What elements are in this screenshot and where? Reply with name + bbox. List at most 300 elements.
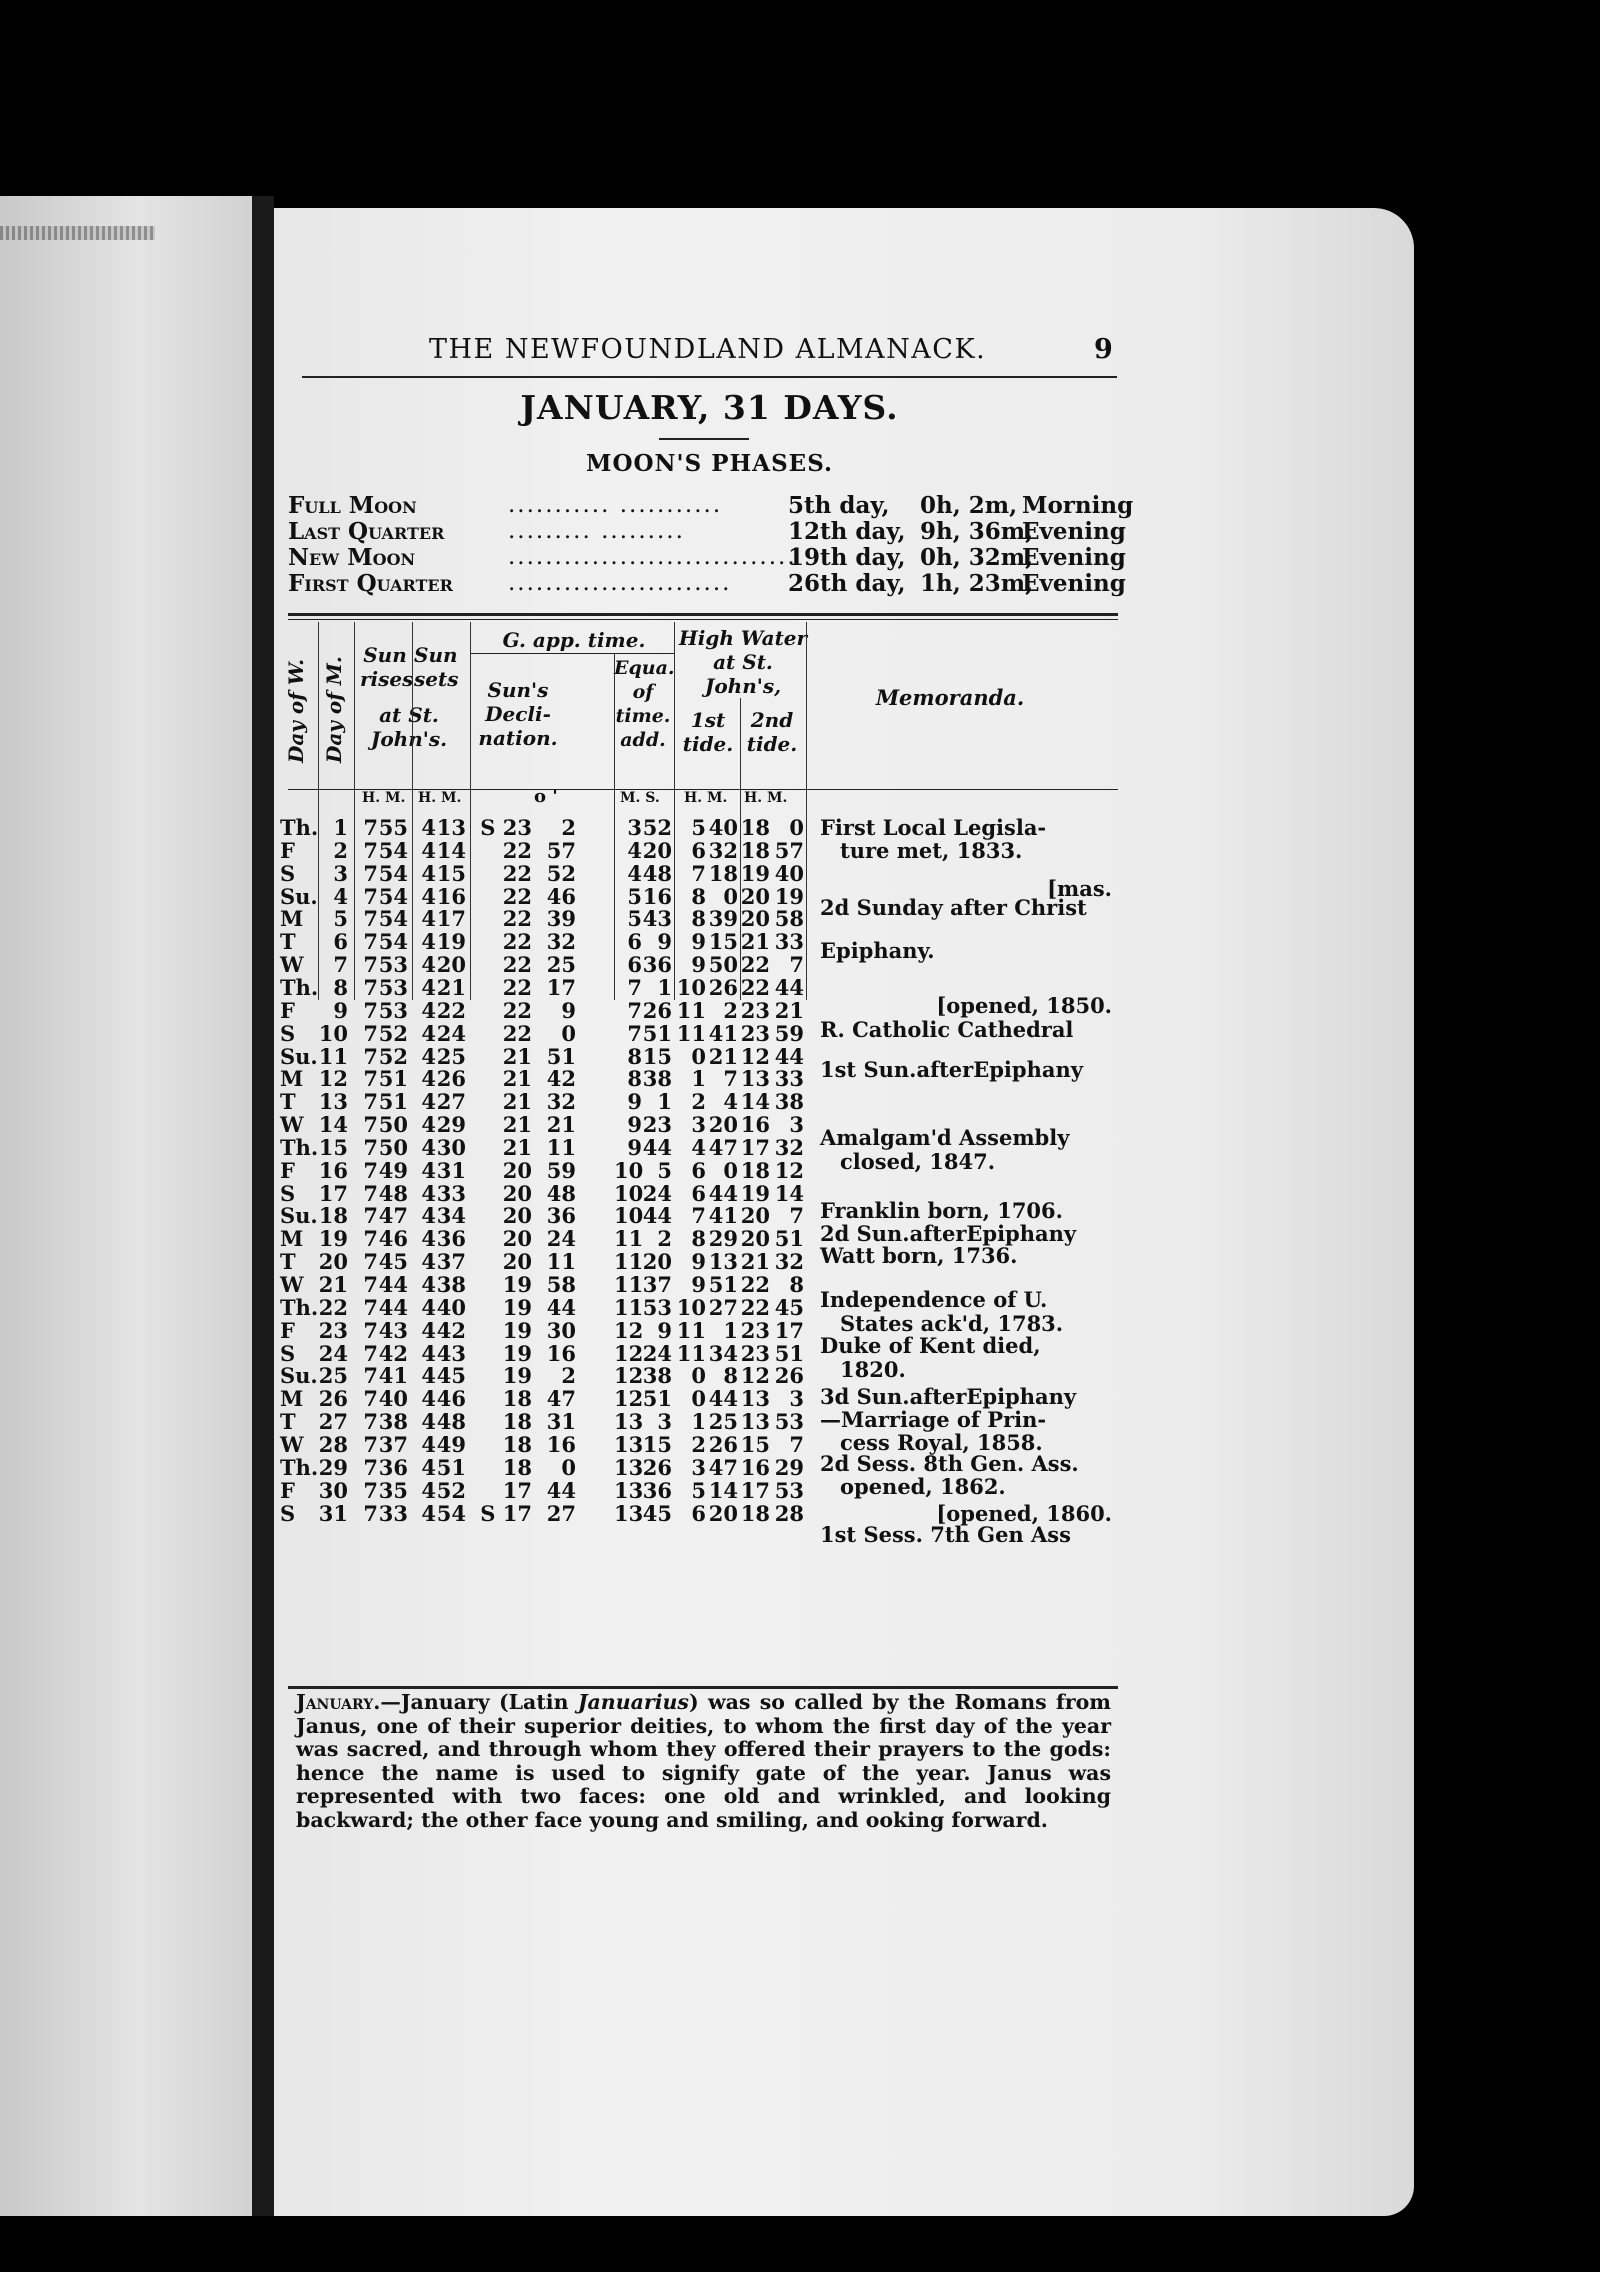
tide1-minute: 4 bbox=[723, 1089, 738, 1115]
day-of-month: 28 bbox=[318, 1431, 348, 1457]
day-of-month: 12 bbox=[318, 1066, 348, 1092]
rise-minute: 37 bbox=[378, 1431, 408, 1457]
set-minute: 17 bbox=[436, 906, 466, 932]
rise-minute: 52 bbox=[378, 1043, 408, 1069]
tide1-minute: 32 bbox=[708, 837, 738, 863]
tide1-hour: 0 bbox=[691, 1386, 706, 1412]
tide1-hour: 11 bbox=[676, 1020, 706, 1046]
tide1-minute: 26 bbox=[708, 974, 738, 1000]
tide1-minute: 34 bbox=[708, 1340, 738, 1366]
day-of-week: Su. bbox=[280, 883, 318, 909]
table-top-rule bbox=[288, 613, 1118, 616]
equation-seconds: 44 bbox=[642, 1203, 672, 1229]
memoranda-line: Epiphany. bbox=[820, 938, 935, 964]
tide1-hour: 10 bbox=[676, 974, 706, 1000]
tide2-minute: 51 bbox=[774, 1226, 804, 1252]
equation-seconds: 43 bbox=[642, 906, 672, 932]
equation-minutes: 13 bbox=[614, 1409, 644, 1435]
set-minute: 52 bbox=[436, 1477, 466, 1503]
rise-hour: 7 bbox=[363, 1112, 378, 1138]
set-minute: 26 bbox=[436, 1066, 466, 1092]
declination-degrees: 18 bbox=[502, 1386, 532, 1412]
set-minute: 46 bbox=[436, 1386, 466, 1412]
tide1-hour: 7 bbox=[691, 1203, 706, 1229]
equation-seconds: 51 bbox=[642, 1386, 672, 1412]
header-first-tide: 1st tide. bbox=[682, 708, 734, 756]
declination-minutes: 2 bbox=[561, 1363, 576, 1389]
tide2-minute: 29 bbox=[774, 1454, 804, 1480]
header-day-of-week: Day of W. bbox=[284, 658, 308, 763]
day-of-month: 25 bbox=[318, 1363, 348, 1389]
tide2-minute: 44 bbox=[774, 1043, 804, 1069]
rise-hour: 7 bbox=[363, 1454, 378, 1480]
phase-name: New Moon bbox=[288, 544, 416, 571]
memoranda-line: Franklin born, 1706. bbox=[820, 1197, 1063, 1223]
day-of-week: T bbox=[280, 1089, 296, 1115]
rise-minute: 51 bbox=[378, 1089, 408, 1115]
memoranda-line: 2d Sunday after Christ bbox=[820, 894, 1087, 920]
day-of-week: F bbox=[280, 1477, 295, 1503]
tide2-minute: 45 bbox=[774, 1294, 804, 1320]
tide2-minute: 8 bbox=[789, 1272, 804, 1297]
day-of-month: 5 bbox=[333, 906, 348, 932]
declination-degrees: 22 bbox=[502, 837, 532, 863]
declination-minutes: 25 bbox=[546, 952, 576, 978]
rise-minute: 48 bbox=[378, 1180, 408, 1206]
left-page-edge bbox=[0, 196, 252, 2216]
rise-hour: 7 bbox=[363, 1203, 378, 1229]
set-minute: 22 bbox=[436, 997, 466, 1023]
memoranda-line: [opened, 1860. bbox=[936, 1500, 1112, 1526]
header-equation-of-time: Equa. of time. add. bbox=[614, 657, 675, 751]
set-minute: 48 bbox=[436, 1409, 466, 1435]
set-hour: 4 bbox=[421, 1386, 436, 1412]
units-sets: H. M. bbox=[418, 790, 462, 806]
set-hour: 4 bbox=[421, 974, 436, 1000]
set-minute: 37 bbox=[436, 1249, 466, 1275]
rise-hour: 7 bbox=[363, 1180, 378, 1206]
phase-name: Last Quarter bbox=[288, 518, 445, 545]
day-of-week: Th. bbox=[280, 815, 319, 840]
day-of-month: 27 bbox=[318, 1409, 348, 1435]
equation-seconds: 5 bbox=[657, 1157, 672, 1183]
rise-hour: 7 bbox=[363, 1431, 378, 1457]
day-of-week: M bbox=[280, 1386, 304, 1412]
day-of-week: T bbox=[280, 1409, 296, 1435]
set-hour: 4 bbox=[421, 1134, 436, 1160]
day-of-month: 29 bbox=[318, 1454, 348, 1480]
day-of-week: Su. bbox=[280, 1043, 318, 1069]
set-hour: 4 bbox=[421, 997, 436, 1023]
units-first-tide: H. M. bbox=[684, 790, 728, 806]
declination-degrees: 21 bbox=[502, 1066, 532, 1092]
tide2-hour: 21 bbox=[740, 929, 770, 955]
set-minute: 30 bbox=[436, 1134, 466, 1160]
header-at-st-johns: at St. John's. bbox=[370, 703, 448, 751]
tide1-hour: 11 bbox=[676, 997, 706, 1023]
equation-seconds: 26 bbox=[642, 997, 672, 1023]
rise-hour: 7 bbox=[363, 1020, 378, 1046]
equation-minutes: 4 bbox=[627, 837, 642, 863]
day-of-month: 19 bbox=[318, 1226, 348, 1252]
equation-minutes: 9 bbox=[627, 1089, 642, 1115]
day-of-month: 17 bbox=[318, 1180, 348, 1206]
set-hour: 4 bbox=[421, 883, 436, 909]
equation-seconds: 38 bbox=[642, 1363, 672, 1389]
phase-period: Evening bbox=[1022, 518, 1126, 545]
ink-scribble bbox=[0, 226, 155, 240]
rise-minute: 45 bbox=[378, 1249, 408, 1275]
tide1-minute: 2 bbox=[723, 997, 738, 1023]
tide1-hour: 4 bbox=[691, 1134, 706, 1160]
equation-minutes: 7 bbox=[627, 1020, 642, 1046]
tide1-hour: 3 bbox=[691, 1112, 706, 1138]
rise-hour: 7 bbox=[363, 1409, 378, 1435]
equation-seconds: 1 bbox=[657, 1089, 672, 1115]
rise-minute: 50 bbox=[378, 1134, 408, 1160]
tide2-minute: 38 bbox=[774, 1089, 804, 1115]
set-hour: 4 bbox=[421, 1477, 436, 1503]
day-of-week: F bbox=[280, 997, 295, 1023]
set-hour: 4 bbox=[421, 1363, 436, 1389]
tide2-hour: 23 bbox=[740, 1340, 770, 1366]
rise-minute: 38 bbox=[378, 1409, 408, 1435]
declination-degrees: 19 bbox=[502, 1294, 532, 1320]
phase-day: 12th day, bbox=[788, 518, 906, 545]
tide1-minute: 50 bbox=[708, 952, 738, 978]
set-minute: 29 bbox=[436, 1112, 466, 1138]
tide1-minute: 0 bbox=[723, 883, 738, 909]
set-minute: 16 bbox=[436, 883, 466, 909]
tide1-hour: 6 bbox=[691, 837, 706, 863]
set-hour: 4 bbox=[421, 1203, 436, 1229]
tide1-hour: 9 bbox=[691, 1249, 706, 1275]
equation-minutes: 6 bbox=[627, 952, 642, 978]
declination-degrees: 18 bbox=[502, 1431, 532, 1457]
tide2-hour: 18 bbox=[740, 837, 770, 863]
tide1-hour: 0 bbox=[691, 1363, 706, 1389]
set-hour: 4 bbox=[421, 1409, 436, 1435]
header-day-of-month: Day of M. bbox=[322, 656, 346, 763]
day-of-week: Su. bbox=[280, 1363, 318, 1389]
tide1-hour: 8 bbox=[691, 906, 706, 932]
rise-hour: 7 bbox=[363, 1317, 378, 1343]
memoranda-line: Duke of Kent died, bbox=[820, 1332, 1041, 1358]
equation-seconds: 36 bbox=[642, 1477, 672, 1503]
tide1-hour: 0 bbox=[691, 1043, 706, 1069]
tide2-hour: 19 bbox=[740, 1180, 770, 1206]
phase-leader-dots: ......... ......... bbox=[508, 518, 685, 544]
rise-hour: 7 bbox=[363, 1157, 378, 1183]
tide1-minute: 27 bbox=[708, 1294, 738, 1320]
set-hour: 4 bbox=[421, 1112, 436, 1138]
units-second-tide: H. M. bbox=[744, 790, 788, 806]
tide2-minute: 32 bbox=[774, 1134, 804, 1160]
declination-degrees: 18 bbox=[502, 1454, 532, 1480]
tide2-minute: 28 bbox=[774, 1500, 804, 1526]
moon-phases-heading: MOON'S PHASES. bbox=[585, 450, 834, 477]
day-of-week: Th. bbox=[280, 1294, 319, 1320]
day-of-month: 20 bbox=[318, 1249, 348, 1275]
equation-minutes: 8 bbox=[627, 1043, 642, 1069]
set-hour: 4 bbox=[421, 929, 436, 955]
page-number: 9 bbox=[1094, 334, 1113, 365]
equation-minutes: 11 bbox=[614, 1226, 644, 1252]
moon-phase-row bbox=[288, 544, 1126, 573]
equation-seconds: 37 bbox=[642, 1272, 672, 1297]
tide2-hour: 13 bbox=[740, 1409, 770, 1435]
rise-minute: 51 bbox=[378, 1066, 408, 1092]
equation-minutes: 11 bbox=[614, 1249, 644, 1275]
phase-time: 0h, 2m, bbox=[920, 492, 1018, 519]
declination-minutes: 16 bbox=[546, 1340, 576, 1366]
rise-hour: 7 bbox=[363, 997, 378, 1023]
rise-minute: 40 bbox=[378, 1386, 408, 1412]
day-of-month: 8 bbox=[333, 974, 348, 1000]
memoranda-line: closed, 1847. bbox=[840, 1148, 996, 1174]
units-equation: M. S. bbox=[620, 790, 660, 806]
tide2-hour: 15 bbox=[740, 1431, 770, 1457]
set-hour: 4 bbox=[421, 1066, 436, 1092]
rise-minute: 36 bbox=[378, 1454, 408, 1480]
rise-hour: 7 bbox=[363, 1294, 378, 1320]
equation-seconds: 24 bbox=[642, 1180, 672, 1206]
rise-minute: 53 bbox=[378, 974, 408, 1000]
tide1-hour: 6 bbox=[691, 1157, 706, 1183]
declination-degrees: 22 bbox=[502, 860, 532, 886]
equation-seconds: 20 bbox=[642, 837, 672, 863]
memoranda-line: cess Royal, 1858. bbox=[840, 1429, 1043, 1455]
tide2-minute: 32 bbox=[774, 1249, 804, 1275]
equation-minutes: 3 bbox=[627, 815, 642, 840]
declination-minutes: 36 bbox=[546, 1203, 576, 1229]
rise-minute: 54 bbox=[378, 837, 408, 863]
declination-degrees: 19 bbox=[502, 1340, 532, 1366]
equation-seconds: 16 bbox=[642, 883, 672, 909]
set-hour: 4 bbox=[421, 815, 436, 840]
tide1-minute: 14 bbox=[708, 1477, 738, 1503]
equation-seconds: 9 bbox=[657, 929, 672, 955]
table-row bbox=[274, 862, 1414, 885]
rise-hour: 7 bbox=[363, 1089, 378, 1115]
declination-degrees: 22 bbox=[502, 974, 532, 1000]
rise-hour: 7 bbox=[363, 952, 378, 978]
declination-minutes: 16 bbox=[546, 1431, 576, 1457]
tide2-hour: 14 bbox=[740, 1089, 770, 1115]
day-of-month: 10 bbox=[318, 1020, 348, 1046]
day-of-week: W bbox=[280, 1431, 304, 1457]
declination-degrees: 22 bbox=[502, 883, 532, 909]
header-high-water: High Water at St. John's, bbox=[678, 626, 808, 698]
tide2-minute: 19 bbox=[774, 883, 804, 909]
tide1-hour: 9 bbox=[691, 1272, 706, 1297]
note-text-b: ) was so called by the Romans from Janus, one of their superior deities, to whom the first day of the year was sacred, and through whom they offered their prayers to the gods: hence the name is used to signify gate of the year. Janus was represented with two faces: one old and wrinkled, and looking backward; the other face young and smiling, and ooking forward. bbox=[296, 1690, 1112, 1832]
tide2-hour: 22 bbox=[740, 952, 770, 978]
declination-minutes: 44 bbox=[546, 1294, 576, 1320]
tide1-minute: 1 bbox=[723, 1317, 738, 1343]
equation-minutes: 6 bbox=[627, 929, 642, 955]
equation-seconds: 9 bbox=[657, 1317, 672, 1343]
memoranda-line: 1820. bbox=[840, 1356, 906, 1382]
tide2-hour: 23 bbox=[740, 1317, 770, 1343]
rise-hour: 7 bbox=[363, 1043, 378, 1069]
declination-degrees: 20 bbox=[502, 1157, 532, 1183]
memoranda-line: 1st Sun.afterEpiphany bbox=[820, 1057, 1083, 1083]
declination-degrees: 21 bbox=[502, 1112, 532, 1138]
rise-minute: 49 bbox=[378, 1157, 408, 1183]
set-hour: 4 bbox=[421, 860, 436, 886]
rise-minute: 54 bbox=[378, 860, 408, 886]
equation-seconds: 38 bbox=[642, 1066, 672, 1092]
equation-minutes: 9 bbox=[627, 1134, 642, 1160]
declination-minutes: 47 bbox=[546, 1386, 576, 1412]
declination-minutes: 32 bbox=[546, 1089, 576, 1115]
day-of-month: 1 bbox=[333, 815, 348, 840]
rise-minute: 54 bbox=[378, 929, 408, 955]
declination-minutes: 59 bbox=[546, 1157, 576, 1183]
memoranda-line: R. Catholic Cathedral bbox=[820, 1017, 1074, 1043]
set-minute: 31 bbox=[436, 1157, 466, 1183]
declination-degrees: 22 bbox=[502, 997, 532, 1023]
declination-minutes: 21 bbox=[546, 1112, 576, 1138]
set-minute: 43 bbox=[436, 1340, 466, 1366]
header-second-tide: 2nd tide. bbox=[746, 708, 798, 756]
memoranda-line: 3d Sun.afterEpiphany bbox=[820, 1383, 1077, 1409]
set-minute: 21 bbox=[436, 974, 466, 1000]
rise-hour: 7 bbox=[363, 1363, 378, 1389]
equation-minutes: 11 bbox=[614, 1272, 644, 1297]
day-of-week: F bbox=[280, 837, 295, 863]
rise-hour: 7 bbox=[363, 1340, 378, 1366]
tide2-minute: 33 bbox=[774, 1066, 804, 1092]
declination-minutes: 0 bbox=[561, 1454, 576, 1480]
rise-minute: 43 bbox=[378, 1317, 408, 1343]
equation-minutes: 10 bbox=[614, 1157, 644, 1183]
declination-minutes: 9 bbox=[561, 997, 576, 1023]
tide2-minute: 26 bbox=[774, 1363, 804, 1389]
tide2-minute: 57 bbox=[774, 837, 804, 863]
set-minute: 49 bbox=[436, 1431, 466, 1457]
declination-degrees: 18 bbox=[502, 1409, 532, 1435]
rise-hour: 7 bbox=[363, 1386, 378, 1412]
memoranda-line: Amalgam'd Assembly bbox=[820, 1124, 1070, 1150]
header-sun-rises: Sun rises bbox=[360, 643, 414, 691]
tide1-minute: 47 bbox=[708, 1134, 738, 1160]
note-text-a: —January (Latin bbox=[380, 1690, 578, 1714]
day-of-month: 2 bbox=[333, 837, 348, 863]
day-of-week: S bbox=[280, 1340, 296, 1366]
phase-day: 19th day, bbox=[788, 544, 906, 571]
rise-minute: 54 bbox=[378, 883, 408, 909]
table-row bbox=[274, 976, 1414, 999]
day-of-week: M bbox=[280, 906, 304, 932]
equation-minutes: 10 bbox=[614, 1180, 644, 1206]
tide2-minute: 53 bbox=[774, 1477, 804, 1503]
declination-degrees: 22 bbox=[502, 952, 532, 978]
equation-seconds: 15 bbox=[642, 1043, 672, 1069]
equation-minutes: 4 bbox=[627, 860, 642, 886]
tide1-minute: 40 bbox=[708, 815, 738, 840]
day-of-week: W bbox=[280, 1272, 304, 1297]
memoranda-line: 1st Sess. 7th Gen Ass bbox=[820, 1522, 1071, 1548]
day-of-month: 11 bbox=[318, 1043, 348, 1069]
set-minute: 36 bbox=[436, 1226, 466, 1252]
running-head: THE NEWFOUNDLAND ALMANACK. bbox=[429, 334, 987, 365]
declination-minutes: 58 bbox=[546, 1272, 576, 1297]
set-minute: 51 bbox=[436, 1454, 466, 1480]
tide1-hour: 8 bbox=[691, 1226, 706, 1252]
equation-seconds: 51 bbox=[642, 1020, 672, 1046]
declination-degrees: 17 bbox=[502, 1477, 532, 1503]
day-of-month: 26 bbox=[318, 1386, 348, 1412]
tide2-minute: 53 bbox=[774, 1409, 804, 1435]
tide1-minute: 18 bbox=[708, 860, 738, 886]
day-of-week: Su. bbox=[280, 1203, 318, 1229]
phase-time: 0h, 32m, bbox=[920, 544, 1034, 571]
phase-leader-dots: ........................ bbox=[508, 570, 732, 596]
set-minute: 40 bbox=[436, 1294, 466, 1320]
declination-minutes: 48 bbox=[546, 1180, 576, 1206]
tide2-minute: 0 bbox=[789, 815, 804, 840]
day-of-month: 7 bbox=[333, 952, 348, 978]
tide2-hour: 22 bbox=[740, 1272, 770, 1297]
tide1-hour: 1 bbox=[691, 1409, 706, 1435]
equation-seconds: 26 bbox=[642, 1454, 672, 1480]
tide1-hour: 2 bbox=[691, 1431, 706, 1457]
equation-minutes: 12 bbox=[614, 1340, 644, 1366]
rise-hour: 7 bbox=[363, 929, 378, 955]
declination-minutes: 52 bbox=[546, 860, 576, 886]
tide1-hour: 10 bbox=[676, 1294, 706, 1320]
memoranda-line: States ack'd, 1783. bbox=[840, 1310, 1064, 1336]
tide2-hour: 13 bbox=[740, 1066, 770, 1092]
declination-degrees: S 23 bbox=[480, 815, 532, 840]
january-note bbox=[296, 1691, 1111, 1832]
tide1-hour: 5 bbox=[691, 815, 706, 840]
table-row bbox=[274, 1502, 1414, 1525]
book-spine bbox=[252, 196, 274, 2216]
equation-minutes: 12 bbox=[614, 1317, 644, 1343]
set-hour: 4 bbox=[421, 952, 436, 978]
rise-hour: 7 bbox=[363, 1066, 378, 1092]
declination-minutes: 31 bbox=[546, 1409, 576, 1435]
title-rule bbox=[659, 438, 749, 440]
tide2-hour: 12 bbox=[740, 1363, 770, 1389]
equation-minutes: 7 bbox=[627, 997, 642, 1023]
day-of-month: 18 bbox=[318, 1203, 348, 1229]
set-hour: 4 bbox=[421, 1157, 436, 1183]
tide1-minute: 13 bbox=[708, 1249, 738, 1275]
tide2-hour: 20 bbox=[740, 1203, 770, 1229]
equation-minutes: 7 bbox=[627, 974, 642, 1000]
units-rises: H. M. bbox=[362, 790, 406, 806]
set-hour: 4 bbox=[421, 906, 436, 932]
equation-seconds: 24 bbox=[642, 1340, 672, 1366]
rise-minute: 46 bbox=[378, 1226, 408, 1252]
equation-minutes: 12 bbox=[614, 1386, 644, 1412]
tide1-minute: 21 bbox=[708, 1043, 738, 1069]
set-hour: 4 bbox=[421, 1294, 436, 1320]
declination-minutes: 57 bbox=[546, 837, 576, 863]
declination-minutes: 0 bbox=[561, 1020, 576, 1046]
equation-seconds: 48 bbox=[642, 860, 672, 886]
rise-minute: 44 bbox=[378, 1272, 408, 1297]
equation-seconds: 45 bbox=[642, 1500, 672, 1526]
set-hour: 4 bbox=[421, 1317, 436, 1343]
equation-seconds: 1 bbox=[657, 974, 672, 1000]
rise-hour: 7 bbox=[363, 906, 378, 932]
equation-seconds: 36 bbox=[642, 952, 672, 978]
